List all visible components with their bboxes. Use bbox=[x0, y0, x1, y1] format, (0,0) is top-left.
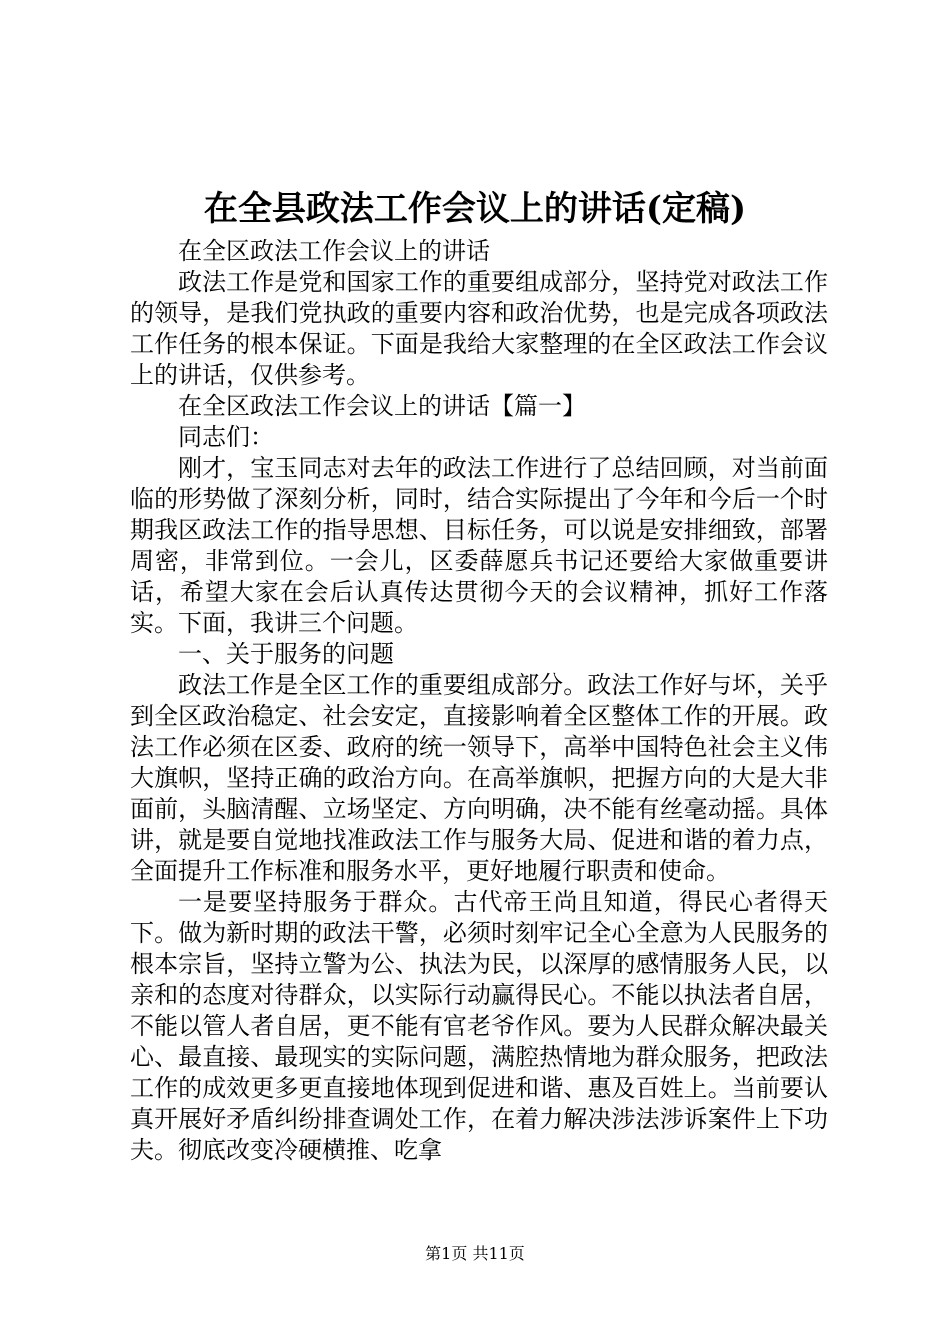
document-title: 在全县政法工作会议上的讲话(定稿) bbox=[203, 189, 747, 229]
paragraph: 政法工作是全区工作的重要组成部分。政法工作好与坏，关乎到全区政治稳定、社会安定，直接影响着全区整体工作的开展。政法工作必须在区委、政府的统一领导下，高举中国特色社会主义伟大旗帜，坚持正确的政治方向。在高举旗帜，把握方向的大是大非面前，头脑清醒、立场坚定、方向明确，决不能有丝毫动摇。具体讲，就是要自觉地找准政法工作与服务大局、促进和谐的着力点，全面提升工作标准和服务水平，更好地履行职责和使命。 bbox=[130, 671, 828, 885]
section-heading: 一、关于服务的问题 bbox=[178, 640, 394, 668]
document-body bbox=[130, 236, 828, 1166]
paragraph: 政法工作是党和国家工作的重要组成部分，坚持党对政法工作的领导，是我们党执政的重要内容和政治优势，也是完成各项政法工作任务的根本保证。下面是我给大家整理的在全区政法工作会议上的讲话，仅供参考。 bbox=[130, 268, 828, 389]
paragraph: 同志们： bbox=[178, 423, 274, 451]
paragraph: 在全区政法工作会议上的讲话 bbox=[178, 237, 490, 265]
paragraph: 在全区政法工作会议上的讲话【篇一】 bbox=[178, 392, 586, 420]
paragraph: 刚才，宝玉同志对去年的政法工作进行了总结回顾，对当前面临的形势做了深刻分析，同时，结合实际提出了今年和今后一个时期我区政法工作的指导思想、目标任务，可以说是安排细致，部署周密，非常到位。一会儿，区委薛愿兵书记还要给大家做重要讲话，希望大家在会后认真传达贯彻今天的会议精神，抓好工作落实。下面，我讲三个问题。 bbox=[130, 454, 828, 637]
page-footer: 第1页 共11页 bbox=[425, 1244, 525, 1263]
paragraph: 一是要坚持服务于群众。古代帝王尚且知道，得民心者得天下。做为新时期的政法干警，必须时刻牢记全心全意为人民服务的根本宗旨，坚持立警为公、执法为民，以深厚的感情服务人民，以亲和的态度对待群众，以实际行动赢得民心。不能以执法者自居，不能以管人者自居，更不能有官老爷作风。要为人民群众解决最关心、最直接、最现实的实际问题，满腔热情地为群众服务，把政法工作的成效更多更直接地体现到促进和谐、惠及百姓上。当前要认真开展好矛盾纠纷排查调处工作，在着力解决涉法涉诉案件上下功夫。彻底改变冷硬横推、吃拿 bbox=[130, 888, 828, 1164]
